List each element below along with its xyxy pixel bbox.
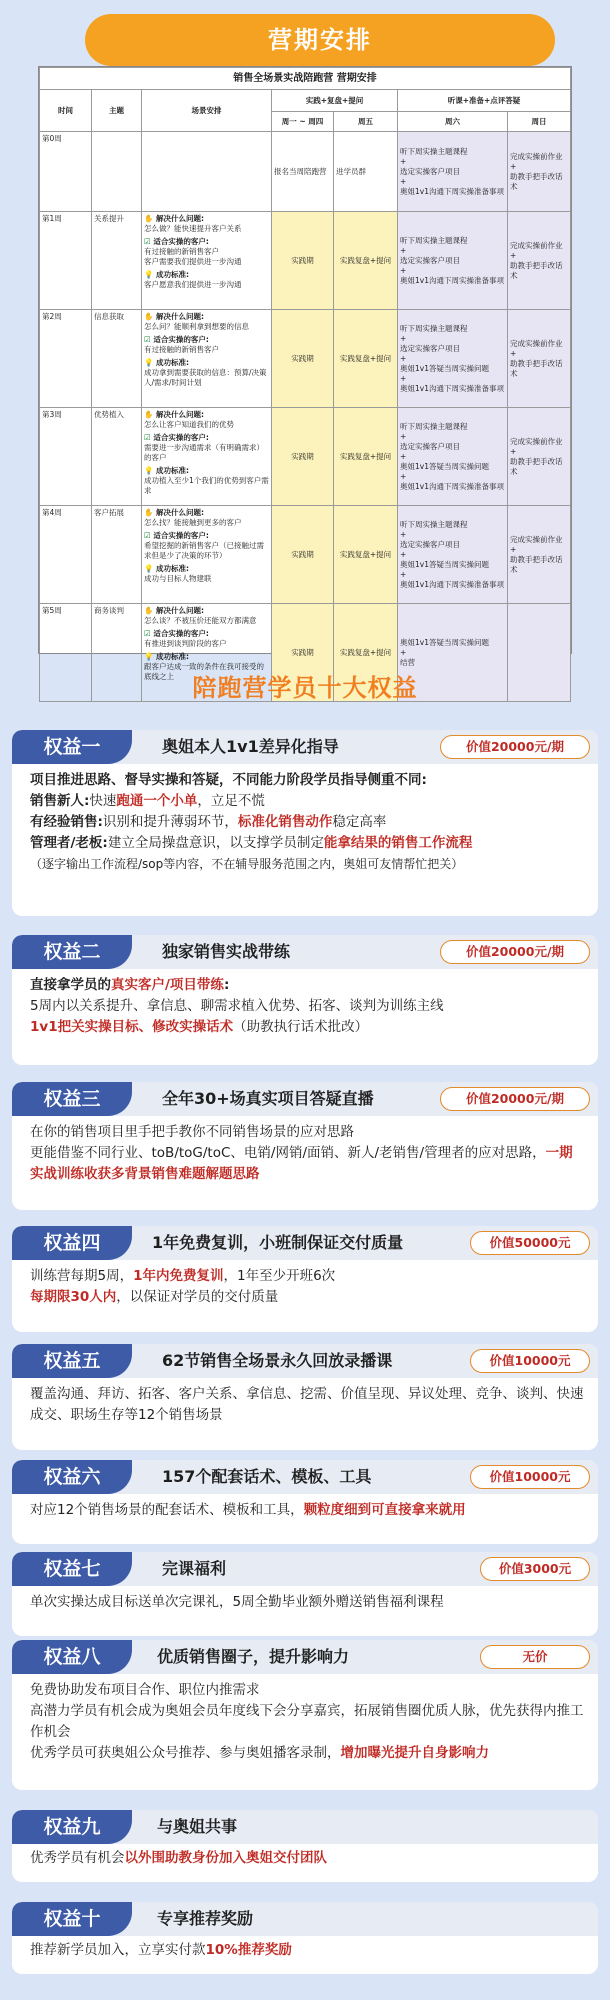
hand-icon: ✋ — [144, 312, 156, 321]
scene-text: 成功植入至少1个我们的优势到客户需求 — [144, 476, 269, 495]
hand-icon: ✋ — [144, 410, 156, 419]
benefit-card-5 — [12, 1344, 598, 1450]
scene-label: 适合实操的客户: — [153, 433, 209, 442]
sun-cell: 完成实操前作业 + 助教手把手改话术 — [508, 132, 571, 212]
scene-label: 适合实操的客户: — [153, 531, 209, 540]
schedule-table-card — [38, 66, 572, 681]
hand-icon: ✋ — [144, 606, 156, 615]
benefit-text: 优秀学员有机会以外围助教身份加入奥姐交付团队 — [30, 1850, 327, 1866]
sun-cell: 完成实操前作业 + 助教手把手改话术 — [508, 212, 571, 310]
scene-block — [144, 564, 269, 584]
benefit-tag: 权益五 — [12, 1344, 132, 1378]
scene-label: 解决什么问题: — [155, 312, 204, 321]
scene-text: 成功拿到需要获取的信息：预算/决策人/需求/时间计划 — [144, 368, 267, 387]
sat-cell: 听下周实操主题课程 + 选定实操客户项目 + 奥姐1v1答疑当周实操问题 + 奥姐1v1沟通下周实操准备事项 — [398, 310, 508, 408]
schedule-table — [39, 67, 571, 702]
bulb-icon: 💡 — [144, 358, 156, 367]
theme-cell: 客户拓展 — [92, 506, 142, 604]
scene-label: 适合实操的客户: — [153, 335, 209, 344]
check-icon: ☑ — [144, 531, 154, 540]
benefit-title: 62节销售全场景永久回放录播课 — [162, 1351, 393, 1370]
benefit-text: 覆盖沟通、拜访、拓客、客户关系、拿信息、挖需、价值呈现、异议处理、竞争、谈判、快速成交、职场生存等12个销售场景 — [30, 1386, 584, 1423]
scene-text: 怎么做？能快速提升客户关系 — [144, 224, 242, 233]
scene-text: 有推进到谈判阶段的客户 — [144, 639, 227, 648]
scene-text: 成功与目标人物建联 — [144, 574, 212, 583]
week-cell: 第2周 — [40, 310, 92, 408]
mon-thu-cell: 实践期 — [272, 212, 334, 310]
benefit-tag: 权益四 — [12, 1226, 132, 1260]
scene-text: 有过接触的新销售客户 客户需要我们提供进一步沟通 — [144, 247, 242, 266]
scene-block — [144, 358, 269, 388]
benefit-title: 优质销售圈子，提升影响力 — [157, 1647, 350, 1666]
benefit-title: 专享推荐奖励 — [157, 1909, 254, 1928]
schedule-row — [40, 408, 571, 506]
sun-cell: 完成实操前作业 + 助教手把手改话术 — [508, 310, 571, 408]
scene-label: 适合实操的客户: — [153, 629, 209, 638]
scene-cell — [142, 310, 272, 408]
scene-text: 需要进一步沟通需求（有明确需求）的客户 — [144, 443, 264, 462]
fri-cell: 实践复盘+提问 — [334, 506, 398, 604]
sat-cell: 听下周实操主题课程 + 选定实操客户项目 + 奥姐1v1答疑当周实操问题 + 奥姐1v1沟通下周实操准备事项 — [398, 506, 508, 604]
scene-block — [144, 237, 269, 267]
check-icon: ☑ — [144, 335, 154, 344]
benefit-text: 管理者/老板:建立全局操盘意识，以支撑学员制定能拿结果的销售工作流程 — [30, 835, 473, 851]
benefit-value-badge: 价值50000元 — [470, 1231, 590, 1255]
benefit-card-3 — [12, 1082, 598, 1210]
scene-block — [144, 433, 269, 463]
sun-cell: 完成实操前作业 + 助教手把手改话术 — [508, 408, 571, 506]
col-sat: 周六 — [398, 112, 508, 132]
scene-label: 成功标准: — [155, 652, 189, 661]
benefit-title: 独家销售实战带练 — [162, 942, 291, 961]
fri-cell: 实践复盘+提问 — [334, 212, 398, 310]
benefit-title: 奥姐本人1v1差异化指导 — [162, 737, 339, 756]
benefit-tag: 权益三 — [12, 1082, 132, 1116]
scene-block — [144, 606, 269, 626]
theme-cell: 商务谈判 — [92, 604, 142, 702]
benefits-title: 陪跑营学员十大权益 — [192, 674, 418, 702]
mon-thu-cell: 实践期 — [272, 604, 334, 702]
col-theme: 主题 — [92, 90, 142, 132]
hand-icon: ✋ — [144, 508, 156, 517]
sat-cell: 听下周实操主题课程 + 选定实操客户项目 + 奥姐1v1沟通下周实操准备事项 — [398, 132, 508, 212]
scene-label: 适合实操的客户: — [153, 237, 209, 246]
scene-block — [144, 410, 269, 430]
benefit-title: 与奥姐共事 — [157, 1817, 238, 1836]
benefit-card-1 — [12, 730, 598, 916]
theme-cell — [92, 132, 142, 212]
scene-block — [144, 335, 269, 355]
scene-label: 成功标准: — [155, 358, 189, 367]
scene-block — [144, 508, 269, 528]
scene-cell — [142, 212, 272, 310]
benefit-value-badge: 价值20000元/期 — [440, 735, 590, 759]
fri-cell: 实践复盘+提问 — [334, 604, 398, 702]
week-cell: 第0周 — [40, 132, 92, 212]
scene-text: 怎么谈？不被压价还能双方都满意 — [144, 616, 257, 625]
benefit-title: 全年30+场真实项目答疑直播 — [162, 1089, 374, 1108]
sun-cell: 完成实操前作业 + 助教手把手改话术 — [508, 506, 571, 604]
benefit-text: 单次实操达成目标送单次完课礼，5周全勤毕业额外赠送销售福利课程 — [30, 1594, 444, 1610]
scene-block — [144, 531, 269, 561]
mon-thu-cell: 报名当周陪跑营 — [272, 132, 334, 212]
benefit-tag: 权益十 — [12, 1902, 132, 1936]
benefit-title: 完课福利 — [162, 1559, 227, 1578]
benefit-value-badge: 价值20000元/期 — [440, 1087, 590, 1111]
benefit-text: 每期限30人内，以保证对学员的交付质量 — [30, 1289, 279, 1305]
benefit-text: 在你的销售项目里手把手教你不同销售场景的应对思路 — [30, 1124, 354, 1140]
benefit-text: 推荐新学员加入，立享实付款10%推荐奖励 — [30, 1942, 292, 1958]
scene-block — [144, 270, 269, 290]
scene-label: 成功标准: — [155, 466, 189, 475]
scene-text: 怎么让客户知道我们的优势 — [144, 420, 234, 429]
benefit-card-6 — [12, 1460, 598, 1544]
benefit-text: 对应12个销售场景的配套话术、模板和工具，颗粒度细到可直接拿来就用 — [30, 1502, 466, 1518]
benefit-card-10 — [12, 1902, 598, 1974]
benefit-note: （逐字输出工作流程/sop等内容，不在辅导服务范围之内，奥姐可友情帮忙把关） — [30, 857, 464, 871]
col-sun: 周日 — [508, 112, 571, 132]
schedule-row — [40, 132, 571, 212]
benefit-card-8 — [12, 1640, 598, 1790]
scene-text: 怎么问？能顺利拿到想要的信息 — [144, 322, 249, 331]
schedule-row — [40, 506, 571, 604]
benefit-text: 训练营每期5周，1年内免费复训，1年至少开班6次 — [30, 1268, 336, 1284]
schedule-row — [40, 310, 571, 408]
benefit-card-9 — [12, 1810, 598, 1882]
benefit-tag: 权益二 — [12, 935, 132, 969]
benefit-text: 1v1把关实操目标、修改实操话术（助教执行话术批改） — [30, 1019, 369, 1035]
benefit-tag: 权益七 — [12, 1552, 132, 1586]
mon-thu-cell: 实践期 — [272, 310, 334, 408]
col-fri: 周五 — [334, 112, 398, 132]
week-cell: 第3周 — [40, 408, 92, 506]
benefit-text: 免费协助发布项目合作、职位内推需求 — [30, 1682, 260, 1698]
scene-block — [144, 214, 269, 234]
benefit-value-badge: 价值10000元 — [470, 1465, 590, 1489]
scene-text: 有过接触的新销售客户 — [144, 345, 219, 354]
benefit-text: 5周内以关系提升、拿信息、聊需求植入优势、拓客、谈判为训练主线 — [30, 998, 444, 1014]
page-title: 营期安排 — [85, 14, 555, 66]
hand-icon: ✋ — [144, 214, 156, 223]
benefit-tag: 权益六 — [12, 1460, 132, 1494]
col-scene: 场景安排 — [142, 90, 272, 132]
col-time: 时间 — [40, 90, 92, 132]
benefit-tag: 权益九 — [12, 1810, 132, 1844]
scene-label: 成功标准: — [155, 564, 189, 573]
bulb-icon: 💡 — [144, 564, 156, 573]
benefit-value-badge: 价值3000元 — [480, 1557, 590, 1581]
benefit-card-4 — [12, 1226, 598, 1332]
benefit-text: 优秀学员可获奥姐公众号推荐、参与奥姐播客录制，增加曝光提升自身影响力 — [30, 1745, 489, 1761]
mon-thu-cell: 实践期 — [272, 408, 334, 506]
group-lecture: 听课+准备+点评答疑 — [398, 90, 571, 112]
benefit-text: 销售新人:快速跑通一个小单，立足不慌 — [30, 793, 265, 809]
benefit-value-badge: 无价 — [480, 1645, 590, 1669]
benefit-tag: 权益八 — [12, 1640, 132, 1674]
theme-cell: 信息获取 — [92, 310, 142, 408]
bulb-icon: 💡 — [144, 652, 156, 661]
scene-cell — [142, 132, 272, 212]
scene-text: 客户愿意我们提供进一步沟通 — [144, 280, 242, 289]
col-mon-thu: 周一 ~ 周四 — [272, 112, 334, 132]
scene-block — [144, 312, 269, 332]
benefit-title: 1年免费复训，小班制保证交付质量 — [152, 1233, 404, 1252]
check-icon: ☑ — [144, 433, 154, 442]
week-cell: 第1周 — [40, 212, 92, 310]
theme-cell: 关系提升 — [92, 212, 142, 310]
scene-label: 解决什么问题: — [155, 508, 204, 517]
benefit-text: 有经验销售:识别和提升薄弱环节，标准化销售动作稳定高率 — [30, 814, 387, 830]
group-practice: 实践+复盘+提问 — [272, 90, 398, 112]
scene-cell — [142, 506, 272, 604]
benefit-value-badge: 价值10000元 — [470, 1349, 590, 1373]
scene-block — [144, 466, 269, 496]
theme-cell: 优势植入 — [92, 408, 142, 506]
fri-cell: 实践复盘+提问 — [334, 310, 398, 408]
sat-cell: 奥姐1v1答疑当周实操问题 + 结营 — [398, 604, 508, 702]
scene-cell — [142, 408, 272, 506]
check-icon: ☑ — [144, 237, 154, 246]
benefit-card-2 — [12, 935, 598, 1065]
scene-label: 解决什么问题: — [155, 214, 204, 223]
bulb-icon: 💡 — [144, 270, 156, 279]
sat-cell: 听下周实操主题课程 + 选定实操客户项目 + 奥姐1v1答疑当周实操问题 + 奥姐1v1沟通下周实操准备事项 — [398, 408, 508, 506]
benefit-tag: 权益一 — [12, 730, 132, 764]
scene-text: 跟客户达成一致的条件在我可接受的底线之上 — [144, 662, 264, 681]
benefit-value-badge: 价值20000元/期 — [440, 940, 590, 964]
scene-text: 希望挖掘的新销售客户（已接触过需求但是少了决策的环节） — [144, 541, 264, 560]
benefit-title: 157个配套话术、模板、工具 — [162, 1467, 372, 1486]
mon-thu-cell: 实践期 — [272, 506, 334, 604]
benefit-text: 更能借鉴不同行业、toB/toG/toC、电销/网销/面销、新人/老销售/管理者的应对思路，一期实战训练收获多背景销售难题解题思路 — [30, 1145, 573, 1182]
week-cell: 第5周 — [40, 604, 92, 702]
scene-text: 怎么找？能接触到更多的客户 — [144, 518, 242, 527]
fri-cell: 进学员群 — [334, 132, 398, 212]
fri-cell: 实践复盘+提问 — [334, 408, 398, 506]
scene-label: 解决什么问题: — [155, 606, 204, 615]
benefit-text: 直接拿学员的真实客户/项目带练: — [30, 977, 230, 993]
scene-label: 成功标准: — [155, 270, 189, 279]
scene-block — [144, 629, 269, 649]
scene-label: 解决什么问题: — [155, 410, 204, 419]
check-icon: ☑ — [144, 629, 154, 638]
benefit-text: 高潜力学员有机会成为奥姐会员年度线下会分享嘉宾，拓展销售圈优质人脉，优先获得内推工作机会 — [30, 1703, 584, 1740]
bulb-icon: 💡 — [144, 466, 156, 475]
benefit-text: 项目推进思路、督导实操和答疑，不同能力阶段学员指导侧重不同: — [30, 772, 427, 788]
week-cell: 第4周 — [40, 506, 92, 604]
schedule-caption: 销售全场景实战陪跑营 营期安排 — [40, 68, 571, 90]
sat-cell: 听下周实操主题课程 + 选定实操客户项目 + 奥姐1v1沟通下周实操准备事项 — [398, 212, 508, 310]
schedule-row — [40, 212, 571, 310]
benefit-card-7 — [12, 1552, 598, 1636]
